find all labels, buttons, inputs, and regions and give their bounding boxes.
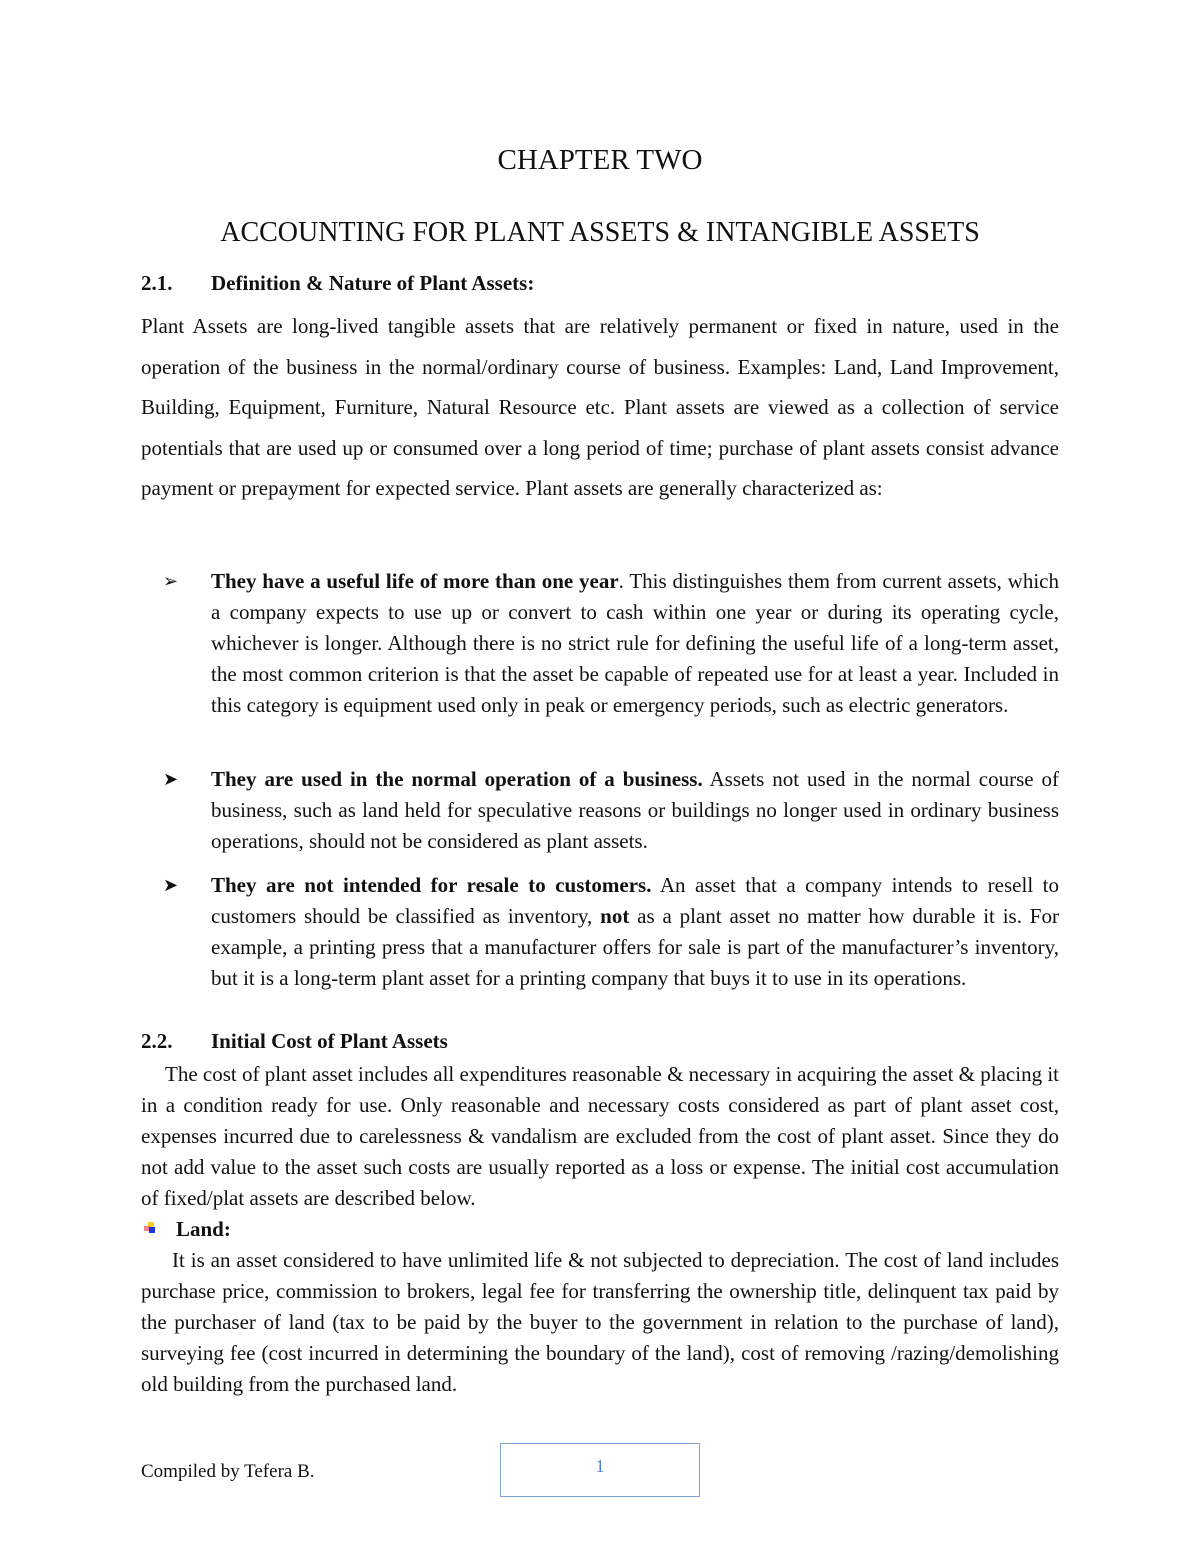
- arrow-bullet-icon: ➢: [163, 571, 179, 591]
- bullet-item: [141, 764, 1059, 857]
- bullet-bold-not: not: [600, 904, 630, 928]
- colored-square-bullet-icon: [144, 1222, 156, 1234]
- bullet-bold: They have a useful life of more than one year: [211, 569, 619, 593]
- section-number: 2.2.: [141, 1029, 173, 1053]
- arrow-bullet-icon: ➤: [163, 769, 179, 789]
- bullet-text: An asset that a company intends to resell to customers should be classified as inventory,: [211, 873, 1060, 928]
- section-2-2-paragraph: The cost of plant asset includes all expenditures reasonable & necessary in acquiring the asset & placing it in a condition ready for use. Only reasonable and necessary costs considered as part of plant asset cost, expenses incurred due to carelessness & vandalism are excluded from the cost of plant asset. Since they do not add value to the asset such costs are usually reported as a loss or expense. The initial cost accumulation of fixed/plat assets are described below.: [141, 1062, 1059, 1210]
- arrow-bullet-icon: ➤: [163, 875, 179, 895]
- footer-compiled-by: Compiled by Tefera B.: [141, 1461, 315, 1482]
- chapter-label: CHAPTER TWO: [497, 144, 703, 176]
- section-title: Definition & Nature of Plant Assets:: [211, 271, 535, 295]
- section-2-2-heading: [141, 1026, 448, 1056]
- land-heading: Land:: [176, 1217, 231, 1241]
- chapter-title: ACCOUNTING FOR PLANT ASSETS & INTANGIBLE ASSETS: [220, 217, 980, 248]
- bullet-item: [141, 870, 1059, 994]
- bullet-bold: They are used in the normal operation of a business.: [211, 767, 703, 791]
- bullet-text: as a plant asset no matter how durable it is. For example, a printing press that a manufacturer offers for sale is part of the manufacturer’s inventory, but it is a long-term plant asset for a printing company that buys it to use in its operations.: [211, 904, 1059, 990]
- bullet-item: [141, 566, 1059, 721]
- land-paragraph: It is an asset considered to have unlimited life & not subjected to depreciation. The cost of land includes purchase price, commission to brokers, legal fee for transferring the ownership title, delinquent tax paid by the purchaser of land (tax to be paid by the buyer to the government in relation to the purchase of land), surveying fee (cost incurred in determining the boundary of the land), cost of removing /razing/demolishing old building from the purchased land.: [141, 1248, 1059, 1396]
- page-number: 1: [500, 1443, 700, 1497]
- section-2-1-paragraph: Plant Assets are long-lived tangible assets that are relatively permanent or fixed in nature, used in the operation of the business in the normal/ordinary course of business. Examples: Land, Land Improvement, Building, Equipment, Furniture, Natural Resource etc. Plant assets are viewed as a collection of service potentials that are used up or consumed over a long period of time; purchase of plant assets consist advance payment or prepayment for expected service. Plant assets are generally characterized as:: [141, 314, 1059, 501]
- bullet-text: . This distinguishes them from current assets, which a company expects to use up or convert to cash within one year or during its operating cycle, whichever is longer. Although there is no strict rule for defining the useful life of a long-term asset, the most common criterion is that the asset be capable of repeated use for at least a year. Included in this category is equipment used only in peak or emergency periods, such as electric generators.: [211, 569, 1059, 717]
- section-title: Initial Cost of Plant Assets: [211, 1029, 448, 1053]
- section-number: 2.1.: [141, 271, 173, 295]
- section-2-1-heading: [141, 268, 534, 298]
- bullet-bold: They are not intended for resale to customers.: [211, 873, 652, 897]
- bullet-text: Assets not used in the normal course of business, such as land held for speculative reasons or buildings no longer used in ordinary business operations, should not be considered as plant assets.: [211, 767, 1059, 853]
